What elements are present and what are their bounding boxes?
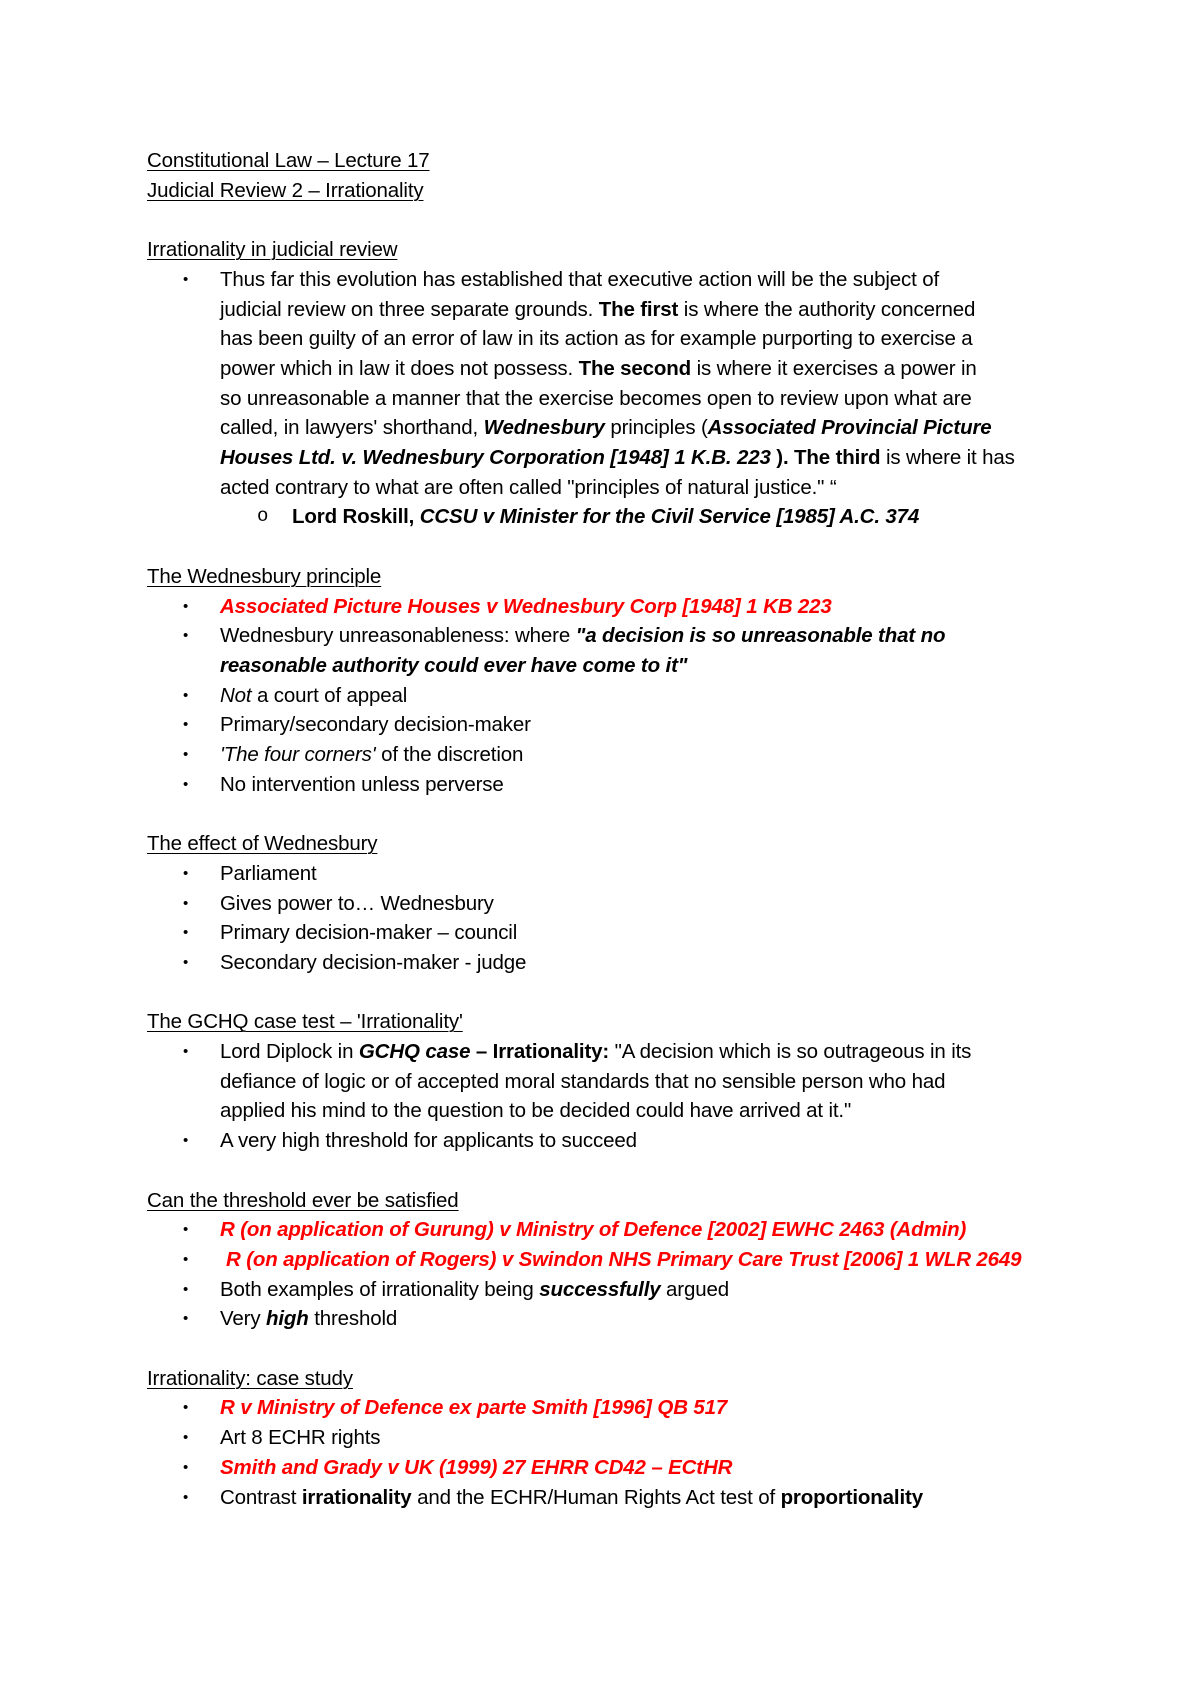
section-heading-case-study: Irrationality: case study bbox=[147, 1366, 353, 1390]
list-item: • Primary/secondary decision-maker bbox=[147, 710, 1077, 740]
section-heading-gchq-test: The GCHQ case test – 'Irrationality' bbox=[147, 1010, 463, 1034]
bullet-icon: • bbox=[183, 1221, 189, 1239]
case-citation: R (on application of Gurung) v Ministry of Defence [2002] EWHC 2463 (Admin) bbox=[220, 1218, 967, 1242]
bullet-icon: • bbox=[183, 775, 189, 793]
bullet-icon: • bbox=[183, 1458, 189, 1476]
section-list bbox=[147, 592, 1077, 800]
sub-list bbox=[147, 502, 1077, 532]
list-item: • Lord Diplock in GCHQ case – Irrationality: "A decision which is so outrageous in its defiance of logic or of accepted moral standards that no sensible person who had applied his mind to the question to be decided could have arrived at it." bbox=[147, 1037, 1077, 1126]
list-item: • Secondary decision-maker - judge bbox=[147, 948, 1077, 978]
list-item: • Art 8 ECHR rights bbox=[147, 1423, 1077, 1453]
bullet-icon: • bbox=[183, 597, 189, 615]
case-citation: Associated Picture Houses v Wednesbury Corp [1948] 1 KB 223 bbox=[220, 594, 832, 618]
bullet-icon: • bbox=[183, 746, 189, 764]
section-heading-irrationality: Irrationality in judicial review bbox=[147, 238, 398, 262]
list-item: • Contrast irrationality and the ECHR/Human Rights Act test of proportionality bbox=[147, 1483, 1077, 1513]
doc-subtitle: Judicial Review 2 – Irrationality bbox=[147, 178, 424, 202]
bullet-icon: • bbox=[183, 1043, 189, 1061]
bullet-icon: • bbox=[183, 924, 189, 942]
list-item: • Both examples of irrationality being successfully argued bbox=[147, 1275, 1077, 1305]
list-item bbox=[147, 1245, 1077, 1275]
bullet-icon: • bbox=[183, 953, 189, 971]
list-item: • A very high threshold for applicants to succeed bbox=[147, 1126, 1077, 1156]
case-citation: R (on application of Rogers) v Swindon NHS Primary Care Trust [2006] 1 WLR 2649 bbox=[226, 1247, 1022, 1271]
bullet-icon: • bbox=[183, 686, 189, 704]
list-item: • Not a court of appeal bbox=[147, 681, 1077, 711]
section-list bbox=[147, 1215, 1077, 1334]
list-item bbox=[147, 592, 1077, 622]
section-list bbox=[147, 1393, 1077, 1512]
bullet-icon: • bbox=[183, 864, 189, 882]
section-heading-threshold: Can the threshold ever be satisfied bbox=[147, 1188, 459, 1212]
bullet-icon: • bbox=[183, 627, 189, 645]
list-item bbox=[147, 1393, 1077, 1423]
bullet-icon: • bbox=[183, 894, 189, 912]
bullet-icon: • bbox=[183, 716, 189, 734]
bullet-icon: • bbox=[183, 1310, 189, 1328]
list-item: • Very high threshold bbox=[147, 1304, 1077, 1334]
list-item bbox=[147, 1215, 1077, 1245]
bullet-icon: • bbox=[183, 1399, 189, 1417]
bullet-icon: • bbox=[183, 1488, 189, 1506]
case-citation: R v Ministry of Defence ex parte Smith [1996] QB 517 bbox=[220, 1396, 728, 1420]
bullet-icon: • bbox=[183, 1132, 189, 1150]
bullet-icon: • bbox=[183, 270, 189, 288]
list-item: • Parliament bbox=[147, 859, 1077, 889]
section-list bbox=[147, 1037, 1077, 1156]
circle-bullet-icon: o bbox=[257, 505, 269, 528]
section-heading-effect-of-wednesbury: The effect of Wednesbury bbox=[147, 832, 378, 856]
list-item: • 'The four corners' of the discretion bbox=[147, 740, 1077, 770]
case-citation: Smith and Grady v UK (1999) 27 EHRR CD42 – ECtHR bbox=[220, 1455, 733, 1479]
doc-title: Constitutional Law – Lecture 17 bbox=[147, 149, 430, 172]
bullet-icon: • bbox=[183, 1429, 189, 1447]
lecture-notes bbox=[147, 146, 1077, 1512]
list-item: • Thus far this evolution has established that executive action will be the subject of judicial review on three separate grounds. The first is where the authority concerned has been guilty of an error of law in its action as for example purporting to exercise a power which in law it does not possess. The second is where it exercises a power in so unreasonable a manner that the exercise becomes open to review upon what are called, in lawyers' shorthand, Wednesbury principles (Associated Provincial Picture Houses Ltd. v. Wednesbury Corporation [1948] 1 K.B. 223 ). The third is where it has acted contrary to what are often called "principles of natural justice." “ o Lord Roskill, CCSU v Minister for the Civil Service [1985] A.C. 374 bbox=[147, 265, 1077, 532]
section-list bbox=[147, 265, 1077, 532]
list-item bbox=[147, 1453, 1077, 1483]
sub-list-item: o Lord Roskill, CCSU v Minister for the Civil Service [1985] A.C. 374 bbox=[147, 502, 1077, 532]
bullet-icon: • bbox=[183, 1250, 189, 1268]
bullet-icon: • bbox=[183, 1280, 189, 1298]
list-item: • Primary decision-maker – council bbox=[147, 918, 1077, 948]
list-item: • Wednesbury unreasonableness: where "a decision is so unreasonable that no reasonable authority could ever have come to it" bbox=[147, 621, 1077, 680]
list-item: • No intervention unless perverse bbox=[147, 770, 1077, 800]
list-item: • Gives power to… Wednesbury bbox=[147, 889, 1077, 919]
section-heading-wednesbury-principle: The Wednesbury principle bbox=[147, 564, 382, 588]
section-list bbox=[147, 859, 1077, 978]
